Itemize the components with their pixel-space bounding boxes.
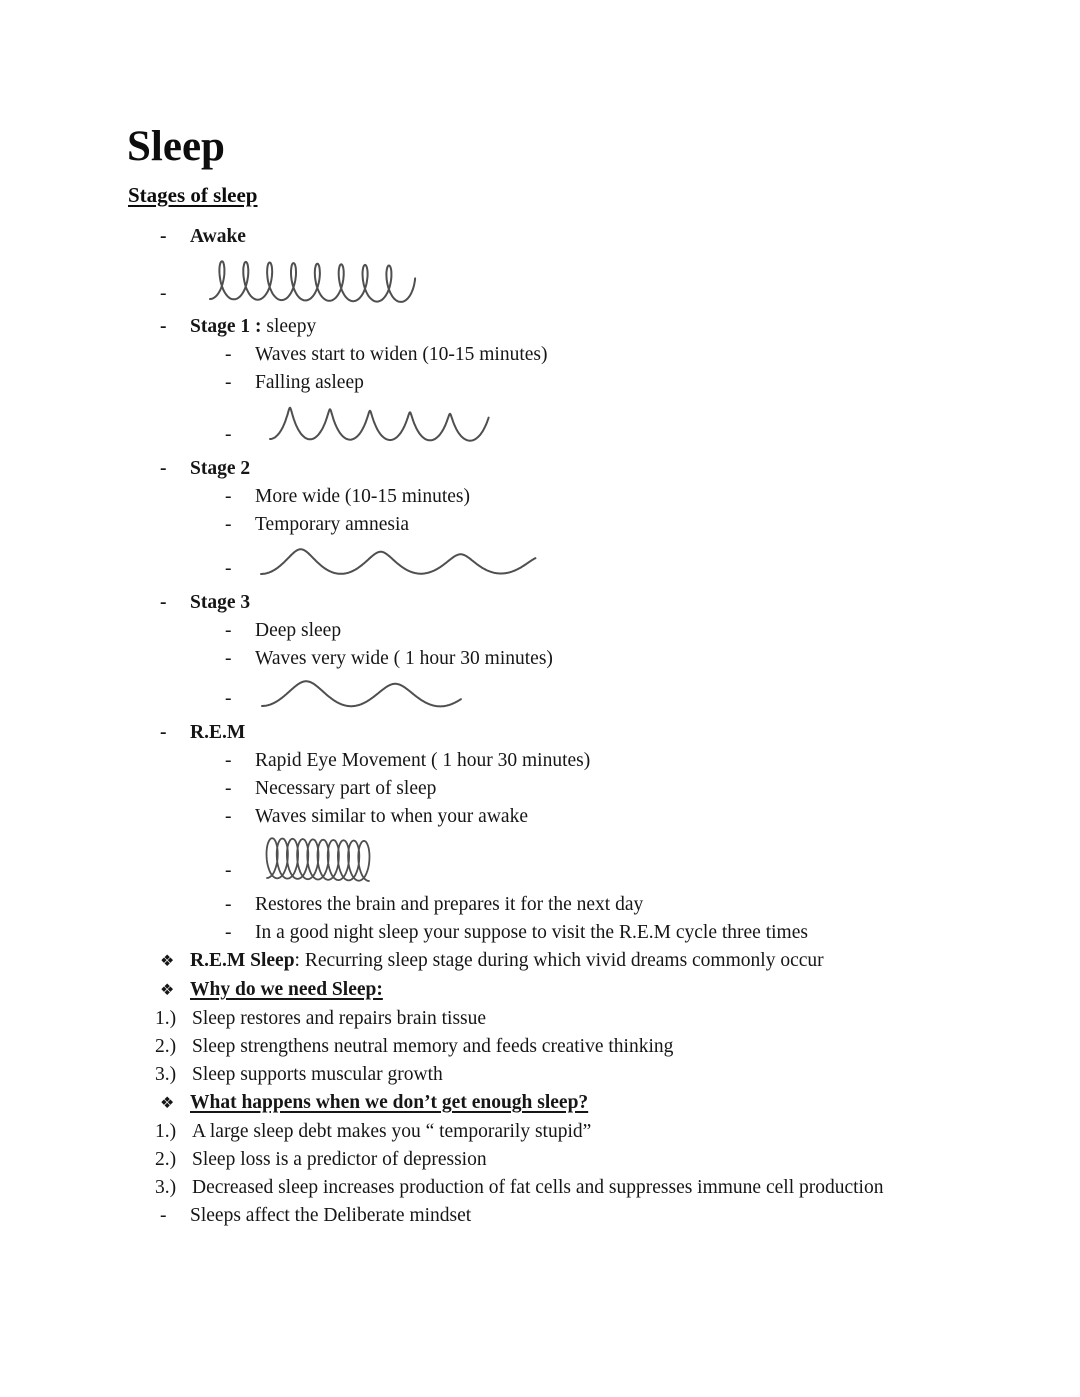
list-item bbox=[127, 369, 1010, 397]
stage2-wave-row bbox=[127, 541, 1010, 583]
dash-bullet: - bbox=[160, 283, 167, 304]
rem-wave-row bbox=[127, 833, 1010, 885]
dash-bullet: - bbox=[225, 648, 232, 669]
numbered-item bbox=[127, 1146, 1010, 1174]
diamond-bullet: ❖ bbox=[160, 982, 175, 999]
stage3-brainwave-drawing bbox=[255, 675, 465, 713]
stage-awake-label: Awake bbox=[190, 226, 246, 247]
item-number: 2.) bbox=[155, 1149, 177, 1170]
list-item-awake bbox=[127, 223, 1010, 251]
dash-bullet: - bbox=[225, 806, 232, 827]
list-item bbox=[127, 775, 1010, 803]
stage2-label: Stage 2 bbox=[190, 458, 251, 479]
awake-brainwave-drawing bbox=[200, 254, 418, 308]
numbered-item bbox=[127, 1118, 1010, 1146]
stage2-point: Temporary amnesia bbox=[255, 514, 410, 535]
diamond-bullet: ❖ bbox=[160, 1095, 175, 1112]
list-item bbox=[127, 747, 1010, 775]
dash-bullet: - bbox=[225, 860, 232, 881]
dash-bullet: - bbox=[225, 424, 232, 445]
dash-bullet: - bbox=[225, 558, 232, 579]
list-item bbox=[127, 511, 1010, 539]
stage1-wave-row bbox=[127, 399, 1010, 449]
item-number: 1.) bbox=[155, 1008, 177, 1029]
list-item-stage2 bbox=[127, 455, 1010, 483]
stage1-point: Falling asleep bbox=[255, 372, 364, 393]
dash-bullet: - bbox=[160, 316, 167, 337]
rem-point: In a good night sleep your suppose to visit the R.E.M cycle three times bbox=[255, 922, 808, 943]
numbered-item bbox=[127, 1061, 1010, 1089]
stage3-label: Stage 3 bbox=[190, 592, 251, 613]
section-heading-text: Stages of sleep bbox=[128, 183, 258, 207]
dash-bullet: - bbox=[225, 750, 232, 771]
stage1-brainwave-drawing bbox=[262, 399, 494, 449]
rem-scribble-drawing bbox=[255, 833, 381, 885]
dash-bullet: - bbox=[225, 486, 232, 507]
sleep-deprivation-heading-row bbox=[127, 1089, 1010, 1118]
rem-point: Necessary part of sleep bbox=[255, 778, 437, 799]
rem-point: Rapid Eye Movement ( 1 hour 30 minutes) bbox=[255, 750, 591, 771]
dash-bullet: - bbox=[225, 778, 232, 799]
item-text: Sleep strengthens neutral memory and feeds creative thinking bbox=[192, 1036, 674, 1057]
dash-bullet: - bbox=[225, 344, 232, 365]
dash-bullet: - bbox=[225, 922, 232, 943]
stage1-label-bold: Stage 1 : bbox=[190, 316, 262, 337]
numbered-item bbox=[127, 1005, 1010, 1033]
rem-definition-text bbox=[190, 947, 824, 975]
stage2-brainwave-drawing bbox=[255, 541, 539, 583]
list-item-footer bbox=[127, 1202, 1010, 1230]
stage3-wave-row bbox=[127, 675, 1010, 713]
list-item-stage1 bbox=[127, 313, 1010, 341]
page-title: Sleep bbox=[127, 123, 225, 170]
awake-wave-row bbox=[127, 254, 1010, 308]
list-item bbox=[127, 483, 1010, 511]
section-heading bbox=[128, 182, 1010, 208]
diamond-bullet: ❖ bbox=[160, 953, 175, 970]
dash-bullet: - bbox=[160, 1205, 167, 1226]
rem-point: Restores the brain and prepares it for the next day bbox=[255, 894, 644, 915]
rem-definition-term: R.E.M Sleep bbox=[190, 950, 295, 971]
why-sleep-heading-row bbox=[127, 976, 1010, 1005]
list-item bbox=[127, 891, 1010, 919]
list-item bbox=[127, 645, 1010, 673]
list-item bbox=[127, 617, 1010, 645]
item-text: Sleep restores and repairs brain tissue bbox=[192, 1008, 487, 1029]
rem-point: Waves similar to when your awake bbox=[255, 806, 528, 827]
item-number: 3.) bbox=[155, 1177, 177, 1198]
rem-definition-rest: : Recurring sleep stage during which vivid dreams commonly occur bbox=[294, 950, 824, 971]
item-text: A large sleep debt makes you “ temporarily stupid” bbox=[192, 1121, 592, 1142]
dash-bullet: - bbox=[225, 894, 232, 915]
item-text: Decreased sleep increases production of fat cells and suppresses immune cell production bbox=[192, 1177, 884, 1198]
dash-bullet: - bbox=[225, 620, 232, 641]
item-number: 2.) bbox=[155, 1036, 177, 1057]
rem-label: R.E.M bbox=[190, 722, 246, 743]
list-item-stage3 bbox=[127, 589, 1010, 617]
item-number: 3.) bbox=[155, 1064, 177, 1085]
item-text: Sleep supports muscular growth bbox=[192, 1064, 443, 1085]
why-sleep-heading: Why do we need Sleep: bbox=[190, 979, 383, 1000]
footer-text: Sleeps affect the Deliberate mindset bbox=[190, 1205, 472, 1226]
list-item bbox=[127, 919, 1010, 947]
list-item-rem bbox=[127, 719, 1010, 747]
item-number: 1.) bbox=[155, 1121, 177, 1142]
stage2-point: More wide (10-15 minutes) bbox=[255, 486, 470, 507]
stage3-point: Deep sleep bbox=[255, 620, 342, 641]
numbered-item bbox=[127, 1174, 1010, 1202]
stage3-point: Waves very wide ( 1 hour 30 minutes) bbox=[255, 648, 553, 669]
item-text: Sleep loss is a predictor of depression bbox=[192, 1149, 487, 1170]
dash-bullet: - bbox=[225, 514, 232, 535]
stage1-point: Waves start to widen (10-15 minutes) bbox=[255, 344, 548, 365]
dash-bullet: - bbox=[160, 722, 167, 743]
list-item bbox=[127, 803, 1010, 831]
list-item bbox=[127, 341, 1010, 369]
rem-definition bbox=[127, 947, 1010, 976]
sleep-deprivation-heading: What happens when we don’t get enough sleep? bbox=[190, 1092, 589, 1113]
dash-bullet: - bbox=[225, 372, 232, 393]
stage1-label-rest: sleepy bbox=[261, 316, 317, 337]
dash-bullet: - bbox=[225, 688, 232, 709]
stage1-label bbox=[190, 313, 316, 341]
numbered-item bbox=[127, 1033, 1010, 1061]
dash-bullet: - bbox=[160, 458, 167, 479]
dash-bullet: - bbox=[160, 226, 167, 247]
dash-bullet: - bbox=[160, 592, 167, 613]
